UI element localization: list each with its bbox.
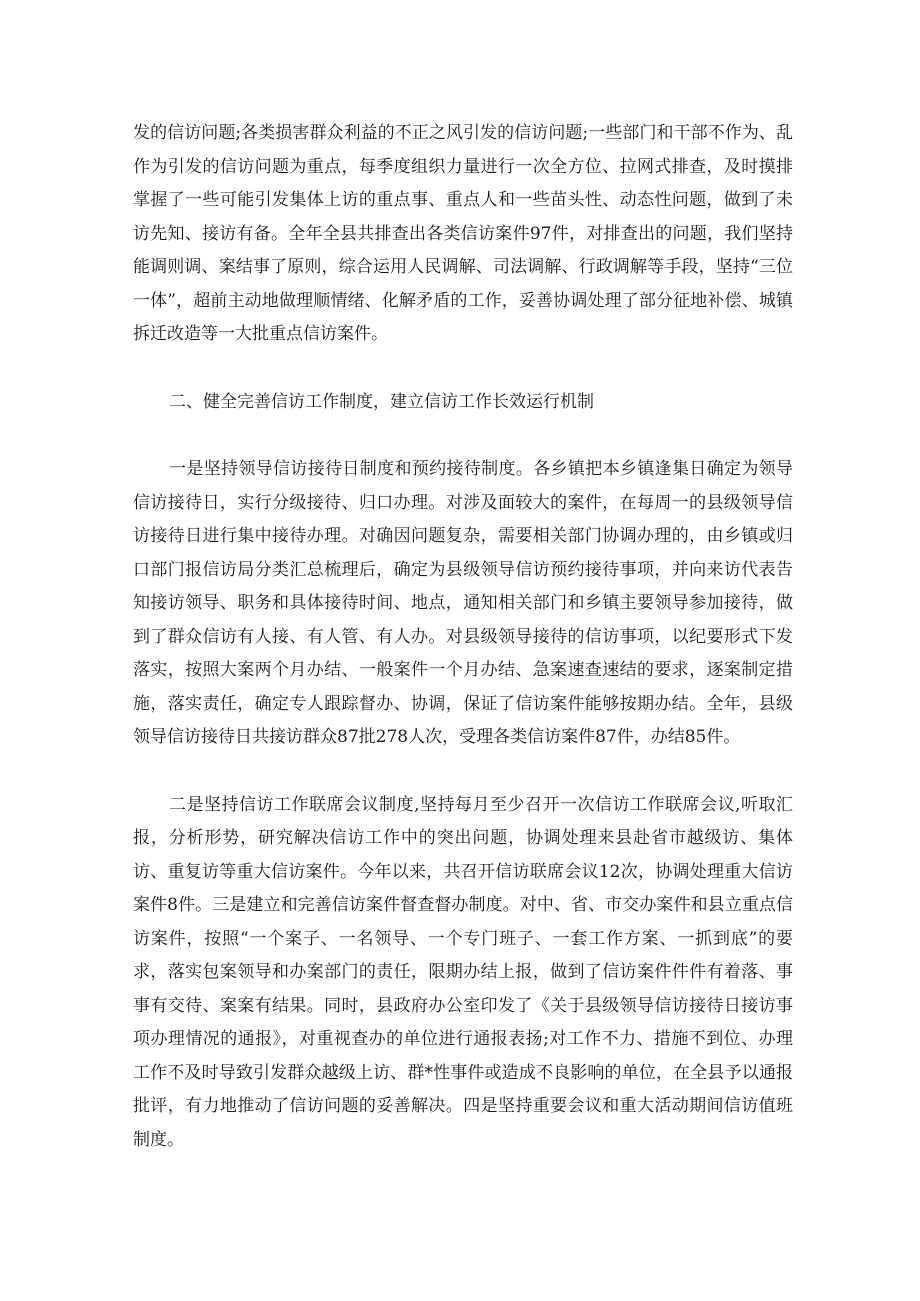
paragraph-reception-day: 一是坚持领导信访接待日制度和预约接待制度。各乡镇把本乡镇逢集日确定为领导信访接待日，实行分级接待、归口办理。对涉及面较大的案件，在每周一的县级领导信访接待日进行集中接待办理。对确因问题复杂，需要相关部门协调办理的，由乡镇或归口部门报信访局分类汇总梳理后，确定为县级领导信访预约接待事项，并向来访代表告知接访领导、职务和具体接待时间、地点，通知相关部门和乡镇主要领导参加接待，做到了群众信访有人接、有人管、有人办。对县级领导接待的信访事项，以纪要形式下发落实，按照大案两个月办结、一般案件一个月办结、急案速查速结的要求，逐案制定措施，落实责任，确定专人跟踪督办、协调，保证了信访案件能够按期办结。全年，县级领导信访接待日共接访群众87批278人次，受理各类信访案件87件，办结85件。 bbox=[133, 459, 793, 747]
paragraph-joint-meeting: 二是坚持信访工作联席会议制度,坚持每月至少召开一次信访工作联席会议,听取汇报，分析形势，研究解决信访工作中的突出问题，协调处理来县赴省市越级访、集体访、重复访等重大信访案件。今年以来，共召开信访联席会议12次，协调处理重大信访案件8件。三是建立和完善信访案件督查督办制度。对中、省、市交办案件和县立重点信访案件，按照“一个案子、一名领导、一个专门班子、一套工作方案、一抓到底”的要求，落实包案领导和办案部门的责任，限期办结上报，做到了信访案件件件有着落、事事有交待、案案有结果。同时，县政府办公室印发了《关于县级领导信访接待日接访事项办理情况的通报》，对重视查办的单位进行通报表扬;对工作不力、措施不到位、办理工作不及时导致引发群众越级上访、群*性事件或造成不良影响的单位，在全县予以通报批评，有力地推动了信访问题的妥善解决。四是坚持重要会议和重大活动期间信访值班制度。 bbox=[133, 794, 793, 1150]
section-heading: 二、健全完善信访工作制度，建立信访工作长效运行机制 bbox=[169, 391, 594, 412]
paragraph-continuation: 发的信访问题;各类损害群众利益的不正之风引发的信访问题;一些部门和干部不作为、乱作为引发的信访问题为重点，每季度组织力量进行一次全方位、拉网式排查，及时摸排掌握了一些可能引发集体上访的重点事、重点人和一些苗头性、动态性问题，做到了未访先知、接访有备。全年全县共排查出各类信访案件97件，对排查出的问题，我们坚持能调则调、案结事了原则，综合运用人民调解、司法调解、行政调解等手段，坚持“三位一体”，超前主动地做理顺情绪、化解矛盾的工作，妥善协调处理了部分征地补偿、城镇拆迁改造等一大批重点信访案件。 bbox=[133, 123, 793, 344]
document-page bbox=[133, 117, 793, 1157]
